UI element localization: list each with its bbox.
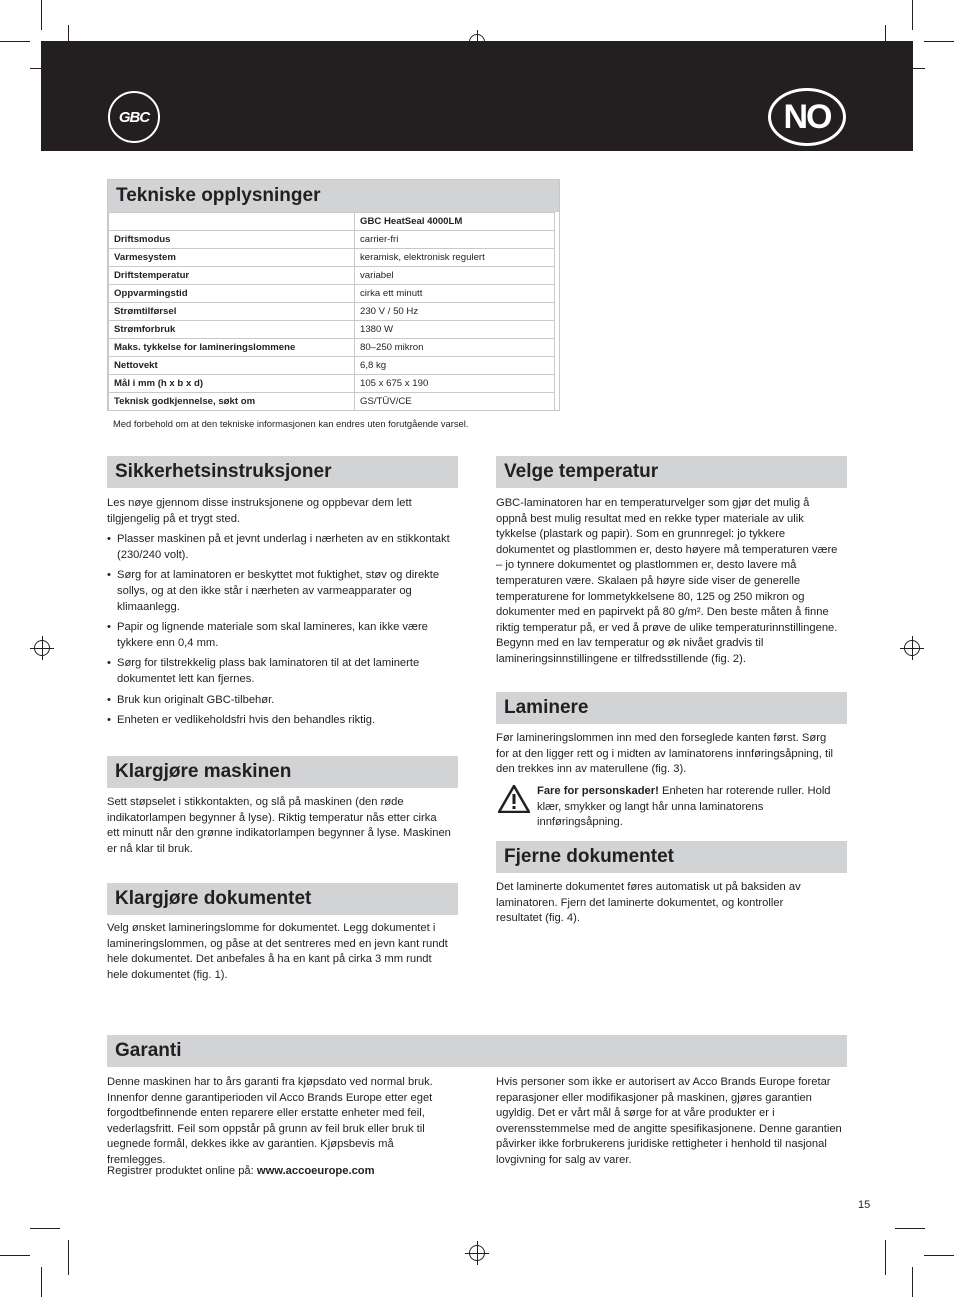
gbc-logo: GBC bbox=[108, 91, 160, 143]
spec-label: Varmesystem bbox=[109, 249, 355, 267]
spec-label: Nettovekt bbox=[109, 357, 355, 375]
specs-box bbox=[107, 179, 560, 411]
crop-mark bbox=[41, 0, 42, 30]
remove-heading: Fjerne dokumentet bbox=[496, 841, 847, 873]
laminate-text: Før lamineringslommen inn med den forseglede kanten først. Sørg for at den ligger rett og i midten av laminatorens innføringsåpning, til den trekkes inn av materullene (fig. 3). bbox=[496, 732, 834, 776]
register-label: Registrer produktet online på: bbox=[107, 1165, 257, 1177]
list-item: • Bruk kun originalt GBC-tilbehør. bbox=[107, 693, 460, 709]
crop-mark bbox=[924, 41, 954, 42]
crop-mark bbox=[912, 0, 913, 30]
spec-label: Strømtilførsel bbox=[109, 303, 355, 321]
spec-label: Mål i mm (h x b x d) bbox=[109, 375, 355, 393]
list-item: • Sørg for at laminatoren er beskyttet mot fuktighet, støv og direkte sollys, og at den ikke står i nærheten av varmeapparater og klimaanlegg. bbox=[107, 568, 460, 615]
crop-mark bbox=[912, 1267, 913, 1297]
registration-mark-icon bbox=[469, 1245, 485, 1261]
warning-text: Enheten har roterende ruller. Hold klær, smykker og langt hår unna laminatorens innføringsåpning. bbox=[537, 785, 831, 829]
table-row bbox=[109, 393, 555, 411]
prepare-document-text: Velg ønsket lamineringslomme for dokumentet. Legg dokumentet i lamineringslommen, og påse at det sentreres med en jevn kant rundt hele dokumentet. Det anbefales å ha en kant på cirka 3 mm rundt hele dokumentet (fig. 1). bbox=[107, 922, 448, 981]
page-number: 15 bbox=[858, 1199, 871, 1211]
warranty-register bbox=[107, 1164, 467, 1180]
crop-mark bbox=[68, 1240, 69, 1275]
table-row bbox=[109, 267, 555, 285]
specs-header-empty bbox=[109, 213, 355, 231]
safety-body bbox=[107, 496, 460, 729]
specs-header-row bbox=[109, 213, 555, 231]
warranty-left-text: Denne maskinen har to års garanti fra kjøpsdato ved normal bruk. Innenfor denne garantiperioden vil Acco Brands Europe etter eget forgodtbefinnende enten reparere eller erstatte enheter med feil, vederlagsfritt. Feil som oppstår på grunn av feil bruk eller bruk til uegnede formål, dekkes ikke av garantien. Kjøpsbevis må fremlegges. bbox=[107, 1076, 433, 1166]
safety-list bbox=[107, 532, 460, 729]
list-item: • Plasser maskinen på et jevnt underlag i nærheten av en stikkontakt (230/240 volt). bbox=[107, 532, 460, 563]
spec-label: Oppvarmingstid bbox=[109, 285, 355, 303]
specs-title: Tekniske opplysninger bbox=[108, 180, 559, 212]
table-row bbox=[109, 249, 555, 267]
specs-note: Med forbehold om at den tekniske informasjonen kan endres uten forutgående varsel. bbox=[113, 418, 469, 429]
warranty-right-text: Hvis personer som ikke er autorisert av Acco Brands Europe foretar reparasjoner eller modifikasjoner på maskinen, gjøres garantien ugyldig. Det er vårt mål å sørge for at våre produkter er i overensstemmelse med de angitte spesifikasjonene. Denne garantien påvirker ikke forbrukerens juridiske rettigheter i henhold til nasjonal lovgivning for salg av varer. bbox=[496, 1076, 842, 1166]
table-row bbox=[109, 321, 555, 339]
spec-value: variabel bbox=[355, 267, 555, 285]
crop-mark bbox=[0, 1255, 30, 1256]
registration-mark-icon bbox=[34, 640, 50, 656]
registration-mark-icon bbox=[904, 640, 920, 656]
spec-value: 230 V / 50 Hz bbox=[355, 303, 555, 321]
spec-label: Teknisk godkjennelse, søkt om bbox=[109, 393, 355, 411]
spec-label: Maks. tykkelse for lamineringslommene bbox=[109, 339, 355, 357]
temperature-heading: Velge temperatur bbox=[496, 456, 847, 488]
prepare-machine-text: Sett støpselet i stikkontakten, og slå på maskinen (den røde indikatorlampen begynner å lyse). Riktig temperatur nås etter cirka ett minutt når den grønne indikatorlampen begynner å lyse. Maskinen er nå klar til bruk. bbox=[107, 796, 451, 855]
language-badge: NO bbox=[768, 88, 846, 146]
list-item: • Enheten er vedlikeholdsfri hvis den behandles riktig. bbox=[107, 713, 460, 729]
crop-mark bbox=[895, 1228, 925, 1229]
specs-model: GBC HeatSeal 4000LM bbox=[355, 213, 555, 231]
crop-mark bbox=[924, 1255, 954, 1256]
crop-mark bbox=[0, 41, 30, 42]
list-item: • Sørg for tilstrekkelig plass bak laminatoren til at det laminerte dokumentet lett kan fjernes. bbox=[107, 656, 460, 687]
spec-value: GS/TÜV/CE bbox=[355, 393, 555, 411]
list-item: • Papir og lignende materiale som skal lamineres, kan ikke være tykkere enn 0,4 mm. bbox=[107, 620, 460, 651]
spec-value: keramisk, elektronisk regulert bbox=[355, 249, 555, 267]
temperature-text: GBC-laminatoren har en temperaturvelger som gjør det mulig å oppnå best mulig resultat med en rekke typer materiale av ulik tykkelse (plastark og papir). Som en grunnregel: jo tykkere dokumentet og plastlommen er, desto høyere må temperaturen være – jo tynnere dokumentet og plastlommen er, desto lavere må temperaturen være. Skalaen på høyre side viser de generelle temperaturene for lommetykkelsene 80, 125 og 250 mikron og dokumenter med en papirvekt på 80 g/m². Den beste måten å finne riktig temperatur på, er ved å prøve de ulike temperaturinnstillingene. Begynn med en lav temperatur og øk nivået gradvis til lamineringsinnstillingene er tilfredsstillende (fig. 2). bbox=[496, 497, 838, 665]
warning-icon bbox=[498, 785, 530, 813]
safety-heading: Sikkerhetsinstruksjoner bbox=[107, 456, 458, 488]
prepare-document-heading: Klargjøre dokumentet bbox=[107, 883, 458, 915]
remove-text: Det laminerte dokumentet føres automatisk ut på baksiden av laminatoren. Fjern det laminerte dokumentet, og kontroller resultatet (fig. 4). bbox=[496, 881, 801, 925]
warning-label: Fare for personskader! bbox=[537, 785, 659, 797]
spec-value: 105 x 675 x 190 bbox=[355, 375, 555, 393]
spec-label: Driftsmodus bbox=[109, 231, 355, 249]
spec-value: 6,8 kg bbox=[355, 357, 555, 375]
safety-intro: Les nøye gjennom disse instruksjonene og oppbevar dem lett tilgjengelig på et trygt sted. bbox=[107, 497, 412, 525]
table-row bbox=[109, 231, 555, 249]
laminate-heading: Laminere bbox=[496, 692, 847, 724]
spec-label: Driftstemperatur bbox=[109, 267, 355, 285]
table-row bbox=[109, 357, 555, 375]
spec-label: Strømforbruk bbox=[109, 321, 355, 339]
spec-value: 80–250 mikron bbox=[355, 339, 555, 357]
laminate-warning bbox=[537, 784, 847, 831]
crop-mark bbox=[885, 1240, 886, 1275]
table-row bbox=[109, 339, 555, 357]
table-row bbox=[109, 285, 555, 303]
crop-mark bbox=[41, 1267, 42, 1297]
table-row bbox=[109, 303, 555, 321]
crop-mark bbox=[30, 1228, 60, 1229]
spec-value: carrier-fri bbox=[355, 231, 555, 249]
warranty-heading: Garanti bbox=[107, 1035, 847, 1067]
table-row bbox=[109, 375, 555, 393]
register-link[interactable]: www.accoeurope.com bbox=[256, 1165, 375, 1177]
prepare-machine-heading: Klargjøre maskinen bbox=[107, 756, 458, 788]
spec-value: 1380 W bbox=[355, 321, 555, 339]
spec-value: cirka ett minutt bbox=[355, 285, 555, 303]
specs-table bbox=[108, 212, 555, 411]
